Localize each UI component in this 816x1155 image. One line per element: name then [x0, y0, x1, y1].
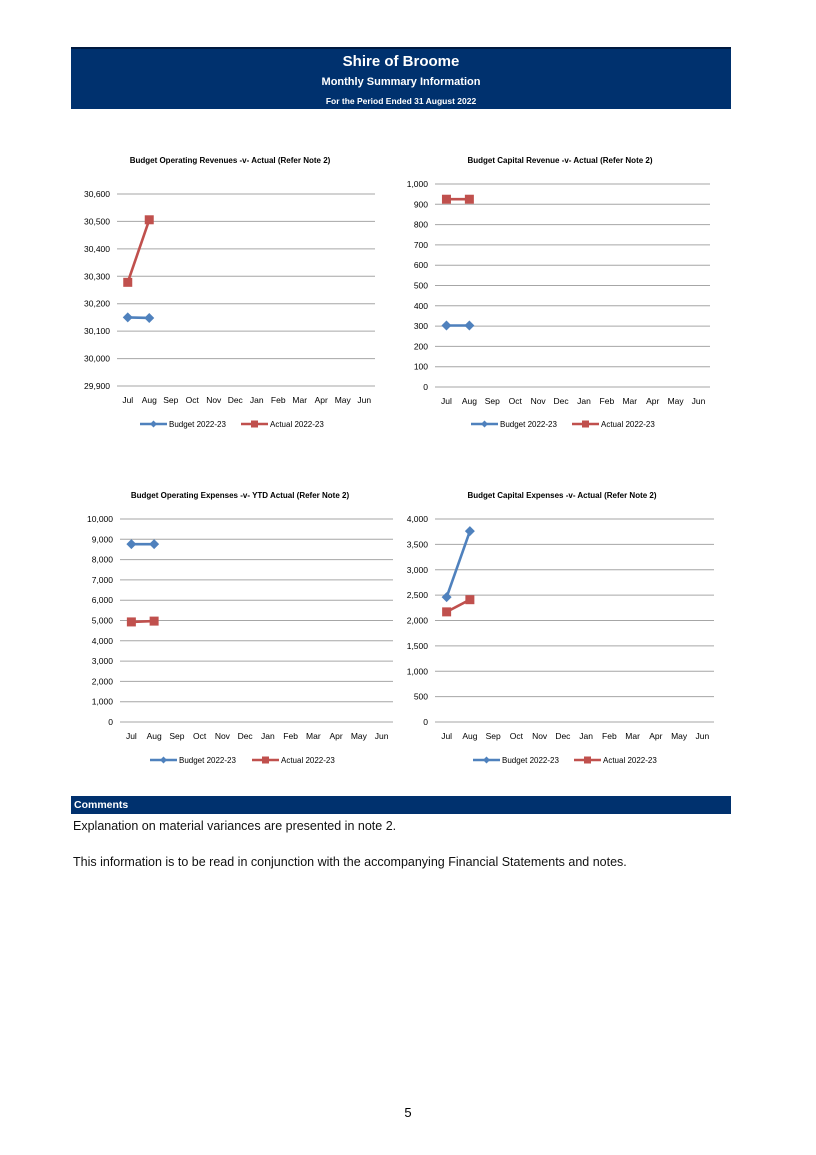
x-tick-label: May — [350, 731, 367, 741]
y-tick-label: 1,500 — [406, 640, 428, 651]
x-tick-label: Jun — [695, 731, 710, 741]
y-tick-label: 700 — [413, 239, 428, 250]
x-tick-label: May — [667, 396, 684, 406]
x-tick-label: Dec — [237, 731, 253, 741]
x-tick-label: Aug — [461, 396, 477, 406]
x-tick-label: Jul — [125, 731, 137, 741]
x-tick-label: Oct — [508, 396, 522, 406]
actual-data-point — [465, 595, 474, 604]
x-tick-label: Apr — [646, 396, 660, 406]
x-tick-label: Sep — [484, 396, 500, 406]
y-tick-label: 2,000 — [406, 615, 428, 626]
budget-data-point — [442, 592, 452, 602]
legend-budget-label: Budget 2022-23 — [179, 756, 236, 765]
legend-actual-marker — [584, 757, 591, 764]
y-tick-label: 6,000 — [91, 595, 113, 606]
y-tick-label: 200 — [413, 341, 428, 352]
chart-title: Budget Capital Revenue -v- Actual (Refer Note 2) — [467, 156, 653, 165]
x-tick-label: Dec — [227, 395, 243, 405]
x-tick-label: Sep — [485, 731, 501, 741]
comment-line-2: This information is to be read in conjunction with the accompanying Financial Statements and notes. — [73, 855, 627, 869]
x-tick-label: Feb — [270, 395, 286, 405]
y-tick-label: 10,000 — [87, 514, 113, 524]
x-tick-label: Jan — [577, 396, 591, 406]
legend-actual-label: Actual 2022-23 — [281, 756, 335, 765]
y-tick-label: 7,000 — [91, 574, 113, 585]
y-tick-label: 9,000 — [91, 534, 113, 545]
chart-title: Budget Operating Expenses -v- YTD Actual (Refer Note 2) — [130, 491, 350, 500]
x-tick-label: Feb — [283, 731, 298, 741]
x-tick-label: Apr — [314, 395, 328, 405]
y-tick-label: 600 — [413, 260, 428, 271]
legend-budget-marker — [483, 757, 490, 764]
comments-heading: Comments — [71, 796, 731, 814]
shire-title: Shire of Broome — [342, 53, 460, 70]
report-subtitle: Monthly Summary Information — [321, 76, 481, 88]
x-tick-label: Oct — [509, 731, 523, 741]
y-tick-label: 29,900 — [84, 381, 110, 391]
y-tick-label: 100 — [413, 361, 428, 372]
x-tick-label: Feb — [599, 396, 615, 406]
x-tick-label: Jan — [249, 395, 264, 405]
x-tick-label: Jun — [357, 395, 372, 405]
y-tick-label: 30,400 — [84, 243, 110, 254]
legend-actual-label: Actual 2022-23 — [270, 420, 324, 429]
y-tick-label: 3,500 — [406, 539, 428, 550]
x-tick-label: Apr — [649, 731, 663, 741]
x-tick-label: Jan — [261, 731, 275, 741]
x-tick-label: Dec — [555, 731, 571, 741]
x-tick-label: Jul — [122, 395, 134, 405]
y-tick-label: 30,200 — [84, 298, 110, 309]
y-tick-label: 4,000 — [406, 514, 428, 524]
actual-data-point — [442, 607, 451, 616]
x-tick-label: Aug — [141, 395, 157, 405]
x-tick-label: Jun — [374, 731, 389, 741]
x-tick-label: Jan — [579, 731, 593, 741]
x-tick-label: Jul — [441, 731, 453, 741]
y-tick-label: 2,000 — [91, 676, 113, 687]
x-tick-label: Mar — [306, 731, 321, 741]
y-tick-label: 1,000 — [406, 666, 428, 677]
report-period: For the Period Ended 31 August 2022 — [325, 96, 477, 106]
x-tick-label: Oct — [193, 731, 207, 741]
chart-title: Budget Operating Revenues -v- Actual (Refer Note 2) — [129, 156, 331, 165]
x-tick-label: Mar — [622, 396, 638, 406]
y-tick-label: 300 — [413, 321, 428, 332]
budget-series-line — [447, 531, 470, 597]
y-tick-label: 0 — [423, 717, 428, 727]
x-tick-label: May — [334, 395, 351, 405]
legend-budget-label: Budget 2022-23 — [500, 420, 557, 429]
legend-budget-label: Budget 2022-23 — [169, 420, 226, 429]
legend-actual-label: Actual 2022-23 — [601, 420, 655, 429]
x-tick-label: Sep — [169, 731, 185, 741]
page-number: 5 — [404, 1105, 412, 1120]
y-tick-label: 0 — [423, 382, 428, 392]
x-tick-label: Aug — [146, 731, 162, 741]
x-tick-label: Nov — [214, 731, 230, 741]
y-tick-label: 2,500 — [406, 590, 428, 601]
y-tick-label: 4,000 — [91, 635, 113, 646]
comment-line-1: Explanation on material variances are presented in note 2. — [73, 819, 397, 833]
x-tick-label: Apr — [329, 731, 343, 741]
y-tick-label: 1,000 — [91, 696, 113, 707]
y-tick-label: 30,500 — [84, 216, 110, 227]
y-tick-label: 800 — [413, 219, 428, 230]
y-tick-label: 5,000 — [91, 615, 113, 626]
x-tick-label: Sep — [163, 395, 179, 405]
y-tick-label: 30,300 — [84, 271, 110, 282]
y-tick-label: 8,000 — [91, 554, 113, 565]
legend-actual-label: Actual 2022-23 — [603, 756, 657, 765]
y-tick-label: 500 — [413, 691, 428, 702]
x-tick-label: Oct — [185, 395, 199, 405]
y-tick-label: 30,600 — [84, 189, 110, 199]
chart-title: Budget Capital Expenses -v- Actual (Refer Note 2) — [467, 491, 657, 500]
y-tick-label: 900 — [413, 199, 428, 210]
x-tick-label: Aug — [462, 731, 478, 741]
y-tick-label: 3,000 — [91, 656, 113, 667]
budget-data-point — [465, 526, 475, 536]
y-tick-label: 1,000 — [406, 179, 428, 189]
x-tick-label: Jul — [441, 396, 452, 406]
y-tick-label: 30,000 — [84, 353, 110, 364]
x-tick-label: Mar — [292, 395, 308, 405]
y-tick-label: 500 — [413, 280, 428, 291]
x-tick-label: Dec — [553, 396, 569, 406]
x-tick-label: Mar — [625, 731, 640, 741]
x-tick-label: May — [671, 731, 688, 741]
x-tick-label: Feb — [602, 731, 617, 741]
x-tick-label: Nov — [206, 395, 222, 405]
x-tick-label: Nov — [532, 731, 548, 741]
y-tick-label: 0 — [108, 717, 113, 727]
y-tick-label: 400 — [413, 300, 428, 311]
y-tick-label: 3,000 — [406, 564, 428, 575]
x-tick-label: Nov — [530, 396, 546, 406]
y-tick-label: 30,100 — [84, 326, 110, 337]
legend-budget-label: Budget 2022-23 — [502, 756, 559, 765]
x-tick-label: Jun — [691, 396, 706, 406]
